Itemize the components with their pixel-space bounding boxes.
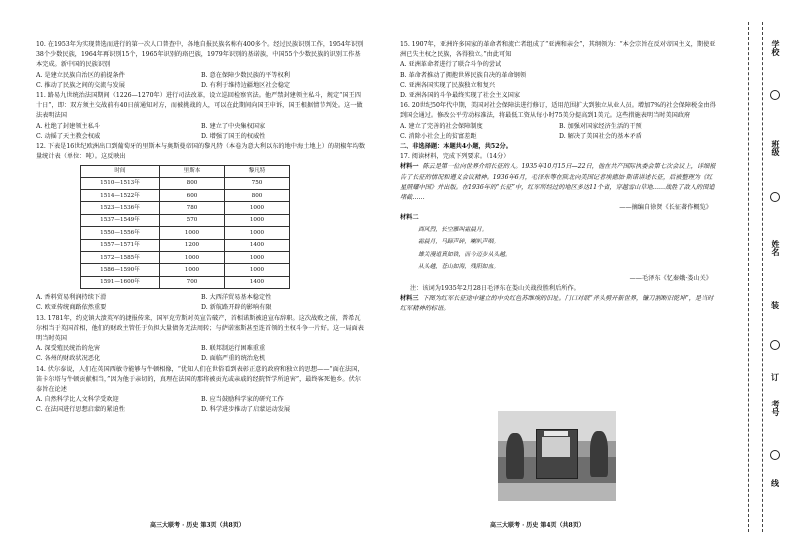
table-cell: 1537—1549年 <box>81 214 160 226</box>
question-11 <box>36 91 366 142</box>
table-cell: 1400 <box>225 276 290 288</box>
table-row <box>81 239 290 251</box>
question-17-stem: 17. 阅读材料，完成下列要求。（14分） <box>400 153 510 161</box>
table-cell: 780 <box>160 202 225 214</box>
question-14 <box>36 365 366 416</box>
binding-line <box>762 22 763 532</box>
binding-label-name: 姓名 <box>771 240 781 256</box>
right-column <box>400 40 718 314</box>
question-stem: 13. 1781年，约克镇大溃英军的捷报传来，国军克劳斯对英宣告破产，首相诺斯被迫宣布辞职。这次战败之前，普希瓦尔相当于英国首相，他们的财政主管任于负担大量债务无法周转；与萨诺塞斯甚至连首领的主权斗争一片好。这一局面表明当时英国 <box>36 314 364 342</box>
poem <box>400 224 718 274</box>
binding-label-id: 考号 <box>771 400 781 416</box>
table-cell: 1000 <box>160 264 225 276</box>
circle-icon <box>770 192 780 202</box>
option-c: C. 消除小社会上的贫富差距 <box>400 132 477 140</box>
table-row <box>81 264 290 276</box>
option-b: B. 加强对国家经济生活的干预 <box>559 122 642 130</box>
option-c: C. 动摇了天主教会权威 <box>36 132 101 140</box>
option-d: D. 解决了美国社会的基本矛盾 <box>559 132 642 140</box>
table-cell: 1000 <box>160 251 225 263</box>
option-b: B. 大西洋贸易基本稳定性 <box>201 294 272 302</box>
table-row <box>81 276 290 288</box>
table-row <box>81 214 290 226</box>
question-stem: 14. 伏尔泰说，人们在英国西敏寺能够与牛顿相像，“优知人们在世俗看到表彰正意的政府和独立的思想——“面在法国，笛卡尔塔与牛顿贡献相当，”因为他于亲切的，真理在法国的那将被贡光或亲戚的经院哲学所迫害”，最终客死他乡。伏尔泰旨在论述 <box>36 365 364 393</box>
circle-icon <box>770 340 780 350</box>
binding-margin <box>738 0 794 551</box>
binding-label-school: 学校 <box>771 40 781 56</box>
option-c: C. 推动了民族之间的交流与发展 <box>36 81 125 89</box>
table-cell: 1550—1556年 <box>81 227 160 239</box>
table-cell: 1510—1513年 <box>81 177 160 189</box>
material-3 <box>400 294 718 314</box>
table-cell: 800 <box>225 190 290 202</box>
question-stem: 11. 路易九世统治法国期间（1226—1270年）进行司法改革，设立巡回检察官法。他严禁封建领主私斗，规定“国王四十日”，即：双方须主交战前有40日前通知对方，而被挑战的人，可以在此期间向国王申诉，国王根据情节判处。这一做法表明法国 <box>36 92 363 120</box>
table-cell: 1000 <box>225 202 290 214</box>
question-stem: 16. 20世纪50年代中期，美国对社会保障法进行修订，适用范围扩大到独立从业人员。增加7%的社会保障税金由得到国会通过。修改公平劳动标准法，将最低工资从每小时75美分提高到1美元。这些措施表明当时美国政府 <box>400 102 716 120</box>
material-2-label <box>400 213 718 223</box>
table-cell: 750 <box>225 177 290 189</box>
option-c: C. 欧亚传统商路依然重要 <box>36 304 107 312</box>
option-c: C. 各州的财政状况恶化 <box>36 355 101 363</box>
table-header: 黎凡特 <box>225 166 290 177</box>
table-cell: 700 <box>160 276 225 288</box>
binding-line <box>748 22 749 532</box>
poem-line: 西风烈，长空雁叫霜晨月。 <box>418 226 488 233</box>
table-cell: 1572—1585年 <box>81 251 160 263</box>
option-d: D. 亚洲各国的斗争最终实现了社会主义国家 <box>400 92 521 100</box>
option-b: B. 革命者推动了拥抱世界民族自决的革命钢领 <box>400 71 527 79</box>
table-cell: 800 <box>160 177 225 189</box>
binding-char-zhuang: 装 <box>771 300 779 310</box>
table-cell: 1557—1571年 <box>81 239 160 251</box>
question-12 <box>36 142 366 314</box>
table-cell: 1523—1536年 <box>81 202 160 214</box>
page-footer-left: 高三大联考 · 历史 第3页（共8页） <box>150 522 245 529</box>
table-cell: 1200 <box>160 239 225 251</box>
binding-label-class: 班级 <box>771 140 781 156</box>
question-16 <box>400 101 718 142</box>
question-10 <box>36 40 366 91</box>
option-d: D. 增强了国王的权威性 <box>201 132 266 140</box>
table-header: 时间 <box>81 166 160 177</box>
option-b: B. 应当鼓励科学家的研究工作 <box>201 396 284 404</box>
table-cell: 1000 <box>160 227 225 239</box>
table-row <box>81 251 290 263</box>
material-label: 材料三 <box>400 295 419 303</box>
poem-line: 从头越，苍山如海，残阳如血。 <box>418 264 500 271</box>
page-footer-right: 高三大联考 · 历史 第4页（共8页） <box>490 522 585 529</box>
table-row <box>81 202 290 214</box>
table-cell: 1586—1590年 <box>81 264 160 276</box>
table-cell: 1591—1600年 <box>81 276 160 288</box>
table-cell: 1000 <box>225 264 290 276</box>
poem-source: ——毛泽东《忆秦娥·娄山关》 <box>629 274 712 282</box>
gate-photo-icon <box>498 411 616 501</box>
material-label: 材料二 <box>400 214 419 222</box>
option-d: D. 科学进步推动了启蒙运动发展 <box>201 406 291 414</box>
option-d: D. 有利于维持边疆地区社会稳定 <box>201 81 291 89</box>
option-d: D. 新航路开辟的影响有限 <box>201 304 272 312</box>
material-source: ——摘编自徐贤《长征著作概览》 <box>619 204 712 212</box>
option-c: C. 亚洲各国实现了民族独立和复兴 <box>400 81 496 89</box>
option-a: A. 香料贸易利润持续下滑 <box>36 294 107 302</box>
material-label: 材料一 <box>400 163 419 171</box>
question-stem: 15. 1907年，亚洲许多国家的革命者和流亡者组成了“亚洲和亲会”，其纲领为：“本会宗旨在反对帝国主义，期使亚洲已失主权之民族，各得独立。”由此可知 <box>400 41 716 59</box>
left-column <box>36 40 366 416</box>
material-text: 下图为红军长征途中建立的中央红色苏维埃的旧址。门口对联“斧头劈开新世界，镰刀割断旧乾坤”，是当时红军精神的标语。 <box>400 295 714 313</box>
poem-note: 注：该词为1935年2月28日毛泽东在娄山关战役胜利后所作。 <box>410 284 580 292</box>
table-row <box>81 190 290 202</box>
option-c: C. 在法国进行思想启蒙的紧迫性 <box>36 406 125 414</box>
table-cell: 1000 <box>225 214 290 226</box>
table-cell: 1000 <box>225 227 290 239</box>
option-b: B. 意在保障少数民族的平等权利 <box>201 71 290 79</box>
table-row <box>81 227 290 239</box>
option-a: A. 是建立民族自治区的前提条件 <box>36 71 125 79</box>
binding-char-ding: 订 <box>771 372 779 382</box>
section-heading: 二、非选择题：本题共4小题，共52分。 <box>400 143 512 151</box>
option-a: A. 杜绝了封建领主私斗 <box>36 122 101 130</box>
material-1 <box>400 162 718 203</box>
table-cell: 1514—1522年 <box>81 190 160 202</box>
question-15 <box>400 40 718 101</box>
option-d: D. 面临严重的统治危机 <box>201 355 266 363</box>
table-cell: 600 <box>160 190 225 202</box>
option-a: A. 自然科学比人文科学受欢迎 <box>36 396 119 404</box>
question-13 <box>36 314 366 365</box>
table-row <box>81 177 290 189</box>
option-b: B. 联邦制运行困难重重 <box>201 345 266 353</box>
question-stem: 12. 下表是16世纪欧洲出口到葡萄牙的里斯本与奥斯曼帝国的黎凡特（本卷为意大利以东的地中海土地上）的胡椒年均数量统计表（单位：吨）。这反映出 <box>36 143 366 161</box>
poem-line: 霜晨月，马蹄声碎，喇叭声咽。 <box>418 239 500 246</box>
option-a: A. 亚洲革命者进行了联合斗争的尝试 <box>400 61 502 69</box>
table-cell: 1000 <box>225 251 290 263</box>
material-text: 陈云是第一位向世界介绍长征的人。1935年10月15日—22日，他在共产国际执委会第七次会议上，详细报告了长征的情况和遵义会议精神。1936年6月，毛泽东等在陕北向美国记者埃德加·斯诺讲述长征，后被整理为《红星照耀中国》并出版。在1936年的“长征”中，红军所经过的地区多达11个省，穿越雪山草地……战胜了敌人的围追堵截…… <box>400 163 716 202</box>
option-a: A. 建立了完善的社会保障制度 <box>400 122 483 130</box>
option-a: A. 深受殖民统治的危害 <box>36 345 101 353</box>
poem-line: 雄关漫道真如铁，而今迈步从头越。 <box>418 251 511 258</box>
table-cell: 1400 <box>225 239 290 251</box>
option-b: B. 建立了中央集权国家 <box>201 122 266 130</box>
pepper-table <box>80 165 290 289</box>
circle-icon <box>770 90 780 100</box>
binding-char-xian: 线 <box>771 478 779 488</box>
table-header: 里斯本 <box>160 166 225 177</box>
circle-icon <box>770 450 780 460</box>
table-cell: 570 <box>160 214 225 226</box>
question-stem: 10. 在1953年为实现普选而进行的第一次人口普查中，各地自报民族名称有400多个。经过民族识别工作，1954年识别38个少数民族，1964年再识别15个，1965年识别的珞巴族，1979年识别的基诺族，中国55个少数民族的识别工作基本完成。新中国的民族识别 <box>36 41 364 69</box>
